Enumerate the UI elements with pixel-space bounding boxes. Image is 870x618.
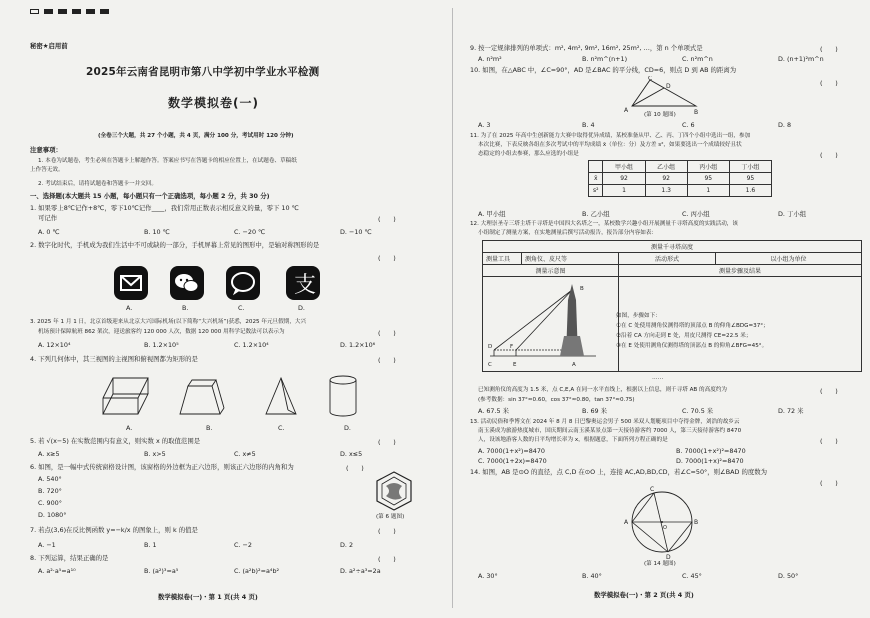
- steps-label: 测量步骤及结果: [619, 265, 862, 277]
- q8-option-d: D. a²÷a³=2a: [340, 567, 381, 575]
- q14-option-d: D. 50°: [778, 572, 799, 580]
- q4-option-a: A.: [126, 424, 133, 432]
- table-cell: 92: [645, 173, 687, 185]
- q13-option-c: C. 7000(1+2x)=8470: [478, 457, 547, 465]
- section1-heading: 一、选择题(本大题共 15 小题，每小题只有一个正确选项，每小题 2 分，共 30 分): [30, 192, 270, 200]
- q4-option-d: D.: [344, 424, 351, 432]
- q11-stem3: 态稳定的小组去参赛，那么应选的小组是: [478, 151, 579, 157]
- table-cell: 1: [687, 185, 729, 197]
- form-label: 活动形式: [619, 253, 716, 265]
- q12-option-a: A. 67.5 米: [478, 407, 509, 415]
- exam-title: 2025年云南省昆明市第八中学初中学业水平检测: [86, 66, 320, 78]
- tools-value: 测角仪、皮尺等: [522, 253, 619, 265]
- q2-option-a: A.: [126, 304, 133, 312]
- svg-text:A: A: [624, 519, 629, 526]
- table-cell: 1: [603, 185, 645, 197]
- q11-option-d: D. 丁小组: [778, 210, 807, 218]
- secret-label: 秘密★启用前: [30, 42, 68, 50]
- q12-stem3: 已知测角仪的高度为 1.5 米，点 C,E,A 在同一水平直线上，根据以上信息，则千寻塔 AB 的高度约为: [478, 387, 728, 393]
- q10-option-c: C. 6: [682, 121, 695, 129]
- table-cell: 丁小组: [729, 161, 771, 173]
- q7-option-a: A. −1: [38, 541, 56, 549]
- svg-text:F: F: [510, 344, 514, 350]
- message-icon: [226, 266, 260, 300]
- svg-text:D: D: [666, 83, 671, 90]
- step-3: ③在 E 处使用测角仪测得塔的顶部点 B 的仰角∠BFG=45°。: [616, 343, 768, 349]
- q6-answer-paren: ( ): [346, 464, 364, 472]
- q7-answer-paren: ( ): [378, 527, 396, 535]
- table-cell: 95: [729, 173, 771, 185]
- q6-option-b: B. 720°: [38, 487, 62, 495]
- q14-option-b: B. 40°: [582, 572, 602, 580]
- q8-option-b: B. (a²)³=a⁵: [144, 567, 179, 575]
- table-cell: 95: [687, 173, 729, 185]
- q6-caption: (第 6 题图): [376, 514, 405, 520]
- page-divider: [452, 8, 453, 608]
- q2-stem: 2. 数字化时代，手机成为我们生活中不可或缺的一部分，手机屏幕上常见的图形中，是轴对称图形的是: [30, 241, 320, 249]
- table-cell: 丙小组: [687, 161, 729, 173]
- q6-option-d: D. 1080°: [38, 511, 67, 519]
- chat-icon: [170, 266, 204, 300]
- q14-option-c: C. 45°: [682, 572, 702, 580]
- q4-stem: 4. 下列几何体中，其三视图的主视图和俯视图都为矩形的是: [30, 355, 198, 363]
- mail-icon: [114, 266, 148, 300]
- svg-text:O: O: [663, 525, 667, 531]
- q10-option-a: A. 3: [478, 121, 491, 129]
- q7-option-d: D. 2: [340, 541, 354, 549]
- q12-stem2: 小组制定了测量方案，在实地测量后撰写活动报告，报告部分内容如表：: [478, 230, 658, 236]
- q10-caption: (第 10 题图): [644, 112, 676, 118]
- table-row: [589, 173, 772, 185]
- q10-stem: 10. 如图，在△ABC 中，∠C=90°，AD 是∠BAC 的平分线，CD=6，则点 D 到 AB 的距离为: [470, 66, 737, 74]
- q9-answer-paren: ( ): [820, 45, 838, 53]
- q5-option-b: B. x>5: [144, 450, 166, 458]
- step-2: ②沿着 CA 方向走到 E 处，用皮尺测得 CE=22.5 米；: [616, 333, 752, 339]
- step-intro: 如图，步骤如下：: [616, 313, 661, 319]
- q11-stem: 11. 为了在 2025 年高中生创新能力大赛中取得优异成绩，某校准备从甲、乙、丙、丁四个小组中选出一组，参加: [470, 133, 751, 139]
- report-title: 测量千寻塔高度: [483, 241, 862, 253]
- q14-option-a: A. 30°: [478, 572, 498, 580]
- q3-stem: 3. 2025 年 1 月 1 日，北京首级迎来从北京大兴国际机场(以下简称“大兴机场”)获悉，2025 年元旦假期，大兴: [30, 319, 307, 325]
- q9-option-b: B. n²m^(n+1): [582, 55, 628, 63]
- q1-option-c: C. −20 ℃: [234, 228, 266, 236]
- q10-option-d: D. 8: [778, 121, 792, 129]
- q14-answer-paren: ( ): [820, 479, 838, 487]
- step-ellipsis: ……: [652, 375, 664, 381]
- exam-subtitle: 数学模拟卷(一): [168, 96, 259, 110]
- notes-heading: 注意事项：: [30, 146, 62, 154]
- q12-option-b: B. 69 米: [582, 407, 608, 415]
- q1-option-d: D. −10 ℃: [340, 228, 372, 236]
- table-cell: 1.6: [729, 185, 771, 197]
- q1-option-a: A. 0 ℃: [38, 228, 60, 236]
- q8-stem: 8. 下列运算，结果正确的是: [30, 554, 109, 562]
- table-cell: 92: [603, 173, 645, 185]
- circle-o-figure: [622, 484, 702, 560]
- svg-text:E: E: [513, 362, 517, 368]
- q5-option-d: D. x≤5: [340, 450, 363, 458]
- q2-answer-paren: ( ): [378, 254, 396, 262]
- q1-stem2: 可记作: [38, 214, 58, 222]
- q10-answer-paren: ( ): [820, 79, 838, 87]
- q8-answer-paren: ( ): [378, 555, 396, 563]
- right-page: [470, 0, 865, 618]
- q3-option-d: D. 1.2×10⁶: [340, 341, 376, 349]
- table-row: [589, 185, 772, 197]
- registration-marks: [30, 8, 114, 16]
- group-score-table: [588, 160, 772, 197]
- q8-option-c: C. (a²b)²=a⁴b²: [234, 567, 280, 575]
- q7-stem: 7. 若点(3,6)在反比例函数 y=−k/x 的图象上，则 k 的值是: [30, 526, 198, 534]
- q6-option-a: A. 540°: [38, 475, 62, 483]
- q2-option-c: C.: [238, 304, 245, 312]
- exam-info: (全卷三个大题，共 27 个小题，共 4 页，满分 100 分，考试用时 120 分钟): [98, 133, 294, 139]
- svg-text:B: B: [694, 109, 699, 116]
- q10-option-b: B. 4: [582, 121, 595, 129]
- table-cell: 甲小组: [603, 161, 645, 173]
- note-1b: 上作答无效。: [30, 167, 64, 173]
- q9-option-a: A. n²m²: [478, 55, 502, 63]
- table-header-row: [589, 161, 772, 173]
- q3-stem2: 机场预计保障航班 862 架次，迎送旅客约 120 000 人次，数据 120 000 用科学记数法可以表示为: [38, 329, 285, 335]
- table-cell: 1.3: [645, 185, 687, 197]
- svg-text:A: A: [572, 362, 576, 368]
- diagram-label: 测量示意图: [483, 265, 619, 277]
- q12-option-c: C. 70.5 米: [682, 407, 714, 415]
- pagoda-diagram: [488, 280, 600, 372]
- hexagon-window-figure: [374, 470, 414, 512]
- tools-label: 测量工具: [483, 253, 522, 265]
- q14-caption: (第 14 题图): [644, 561, 676, 567]
- q13-answer-paren: ( ): [820, 437, 838, 445]
- q4-option-b: B.: [206, 424, 213, 432]
- q3-option-b: B. 1.2×10⁵: [144, 341, 179, 349]
- q3-answer-paren: ( ): [378, 329, 396, 337]
- q13-option-d: D. 7000(1+x)²=8470: [676, 457, 744, 465]
- q6-option-c: C. 900°: [38, 499, 62, 507]
- q3-option-c: C. 1.2×10⁴: [234, 341, 269, 349]
- left-page: [28, 0, 433, 618]
- table-cell: x̄: [589, 173, 603, 185]
- note-1: 1. 本卷为试题卷，考生必须在答题卡上解题作答。答案应书写在答题卡的相应位置上，在试题卷、草稿纸: [38, 158, 297, 164]
- q2-option-b: B.: [182, 304, 189, 312]
- q11-option-b: B. 乙小组: [582, 210, 610, 218]
- q9-option-c: C. n²m^n: [682, 55, 713, 63]
- svg-text:B: B: [694, 519, 699, 526]
- q9-option-d: D. (n+1)²m^n: [778, 55, 824, 63]
- step-1: ①在 C 处使用测角仪测得塔的顶部点 B 的仰角∠BDG=37°；: [616, 323, 769, 329]
- footer-right: 数学模拟卷(一)・第 2 页(共 4 页): [594, 591, 694, 599]
- q13-stem3: 人，设该地游客人数的日平均增长率为 x，根据题意，下面所列方程正确的是: [478, 437, 668, 443]
- q1-option-b: B. 10 ℃: [144, 228, 170, 236]
- q5-option-c: C. x≠5: [234, 450, 256, 458]
- svg-text:C: C: [488, 362, 492, 368]
- q1-stem: 1. 如果零上8℃记作+8℃，零下10℃记作____，我们常用正数表示相反意义的量，零下 10 ℃: [30, 204, 299, 212]
- q11-option-c: C. 丙小组: [682, 210, 710, 218]
- q4-answer-paren: ( ): [378, 356, 396, 364]
- q13-stem: 13. 活动民俗和季博文在 2024 年 8 月 8 日巴黎奥运会男子 500 米双人划艇项目中夺得金牌，刘浩的故乡云: [470, 419, 740, 425]
- svg-text:B: B: [580, 286, 584, 292]
- q2-option-d: D.: [298, 304, 305, 312]
- q4-option-c: C.: [278, 424, 285, 432]
- svg-text:D: D: [488, 344, 493, 350]
- q12-stem: 12. 大理崇圣寺三塔主塔千寻塔是中国四大名塔之一，某校数学兴趣小组开展测量千寻塔高度的实践活动，该: [470, 221, 738, 227]
- table-cell: 乙小组: [645, 161, 687, 173]
- q6-stem: 6. 如图，是一幅中式传统窗格设计图，该窗格的外边框为正六边形，则该正六边形的内角和为: [30, 463, 294, 471]
- q14-stem: 14. 如图，AB 是⊙O 的直径，点 C,D 在⊙O 上，连接 AC,AD,BD,CD，若∠C=50°，则∠BAD 的度数为: [470, 468, 768, 476]
- q11-option-a: A. 甲小组: [478, 210, 506, 218]
- q11-answer-paren: ( ): [820, 151, 838, 159]
- svg-text:C: C: [648, 76, 653, 82]
- q7-option-c: C. −2: [234, 541, 252, 549]
- q5-answer-paren: ( ): [378, 438, 396, 446]
- q13-option-a: A. 7000(1+x²)=8470: [478, 447, 545, 455]
- form-value: 以小组为单位: [716, 253, 862, 265]
- svg-text:C: C: [650, 486, 655, 493]
- table-cell: [589, 161, 603, 173]
- q12-stem4: (参考数据：sin 37°≈0.60，cos 37°≈0.80，tan 37°≈0.75): [478, 397, 635, 403]
- q11-stem2: 本次比赛，下表反映各组在多次考试中的平均成绩 x̄（单位：分）及方差 s²，如果要选出一个成绩较好且状: [478, 142, 742, 148]
- note-2: 2. 考试结束后，请将试题卷和答题卡一并交回。: [38, 181, 157, 187]
- pay-icon: [286, 266, 320, 300]
- q12-answer-paren: ( ): [820, 387, 838, 395]
- q13-stem2: 南玉溪成为旅游热度城市，国庆期间云南玉溪某景点第一天接待游客约 7000 人，第三天接待游客约 8470: [478, 428, 742, 434]
- footer-left: 数学模拟卷(一)・第 1 页(共 4 页): [158, 593, 258, 601]
- q8-option-a: A. a²·a⁵=a¹⁰: [38, 567, 76, 575]
- svg-text:支: 支: [294, 273, 317, 298]
- q13-option-b: B. 7000(1+x²)²=8470: [676, 447, 746, 455]
- q5-stem: 5. 若 √(x−5) 在实数范围内有意义，则实数 x 的取值范围是: [30, 437, 201, 445]
- q12-option-d: D. 72 米: [778, 407, 804, 415]
- triangle-abc-figure: [620, 76, 702, 116]
- q1-answer-paren: ( ): [378, 215, 396, 223]
- q7-option-b: B. 1: [144, 541, 157, 549]
- svg-text:A: A: [624, 107, 629, 114]
- svg-text:D: D: [666, 554, 671, 560]
- q3-option-a: A. 12×10⁴: [38, 341, 71, 349]
- q4-solids-figure: [98, 370, 378, 422]
- q9-stem: 9. 按一定规律排列的单项式：m², 4m², 9m², 16m², 25m², …，第 n 个单项式是: [470, 44, 703, 52]
- q5-option-a: A. x≥5: [38, 450, 60, 458]
- table-cell: s²: [589, 185, 603, 197]
